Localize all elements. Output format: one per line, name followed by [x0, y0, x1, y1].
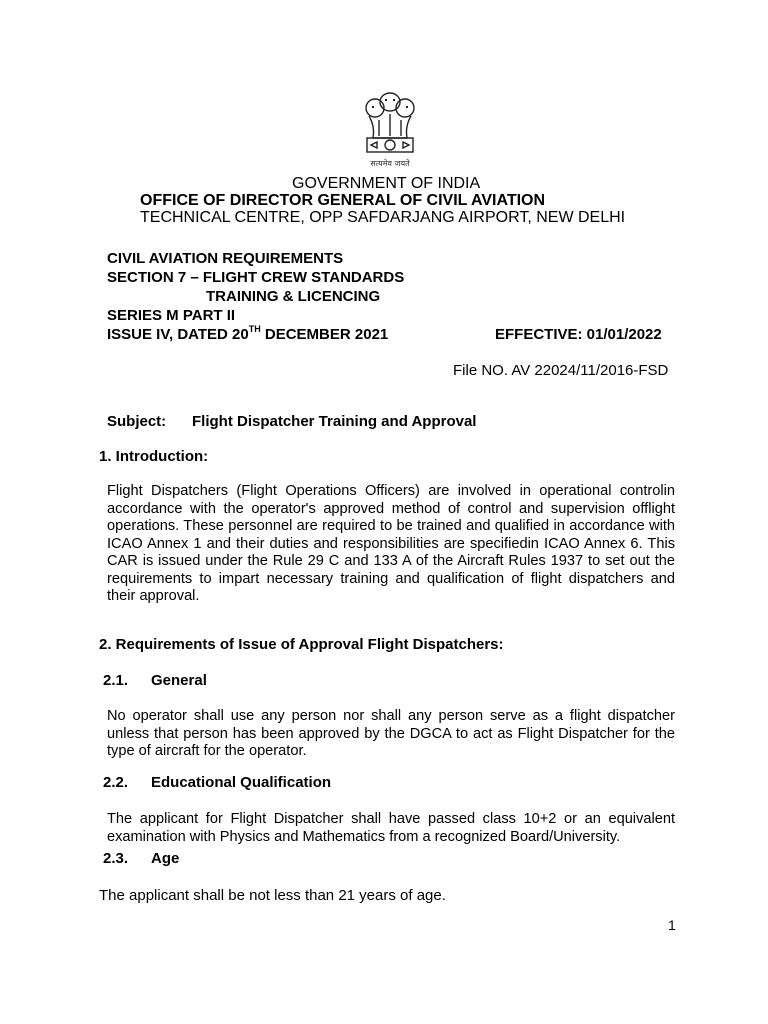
- car-section: SECTION 7 – FLIGHT CREW STANDARDS: [107, 269, 405, 286]
- section-2-1-number: 2.1.: [103, 672, 129, 689]
- section-2-2-body: The applicant for Flight Dispatcher shall have passed class 10+2 or an equivalent examination with Physics and Mathematics from a recognized Board/University.: [107, 811, 675, 845]
- section-2-2-number: 2.2.: [103, 774, 129, 791]
- emblem-motto: सत्यमेव जयते: [370, 159, 410, 168]
- office-address: TECHNICAL CENTRE, OPP SAFDARJANG AIRPORT, NEW DELHI: [140, 209, 626, 226]
- section-2-2-title: Educational Qualification: [151, 774, 332, 791]
- section-2-1-title: General: [151, 672, 207, 689]
- section-2-1-body: No operator shall use any person nor shall any person serve as a flight dispatcher unless that person has been approved by the DGCA to act as Flight Dispatcher for the type of aircraft for the operator.: [107, 708, 675, 759]
- subject-text: Flight Dispatcher Training and Approval: [192, 413, 477, 430]
- section-2-heading: 2. Requirements of Issue of Approval Flight Dispatchers:: [99, 636, 504, 653]
- section-2-3-number: 2.3.: [103, 850, 129, 867]
- government-title: GOVERNMENT OF INDIA: [292, 175, 481, 192]
- file-number: File NO. AV 22024/11/2016-FSD: [453, 362, 669, 379]
- national-emblem-icon: [355, 86, 425, 178]
- car-series: SERIES M PART II: [107, 307, 236, 324]
- section-2-3-body: The applicant shall be not less than 21 years of age.: [99, 887, 446, 904]
- car-subsection: TRAINING & LICENCING: [206, 288, 381, 305]
- car-title: CIVIL AVIATION REQUIREMENTS: [107, 250, 344, 267]
- office-title: OFFICE OF DIRECTOR GENERAL OF CIVIL AVIATION: [140, 192, 546, 209]
- section-1-body: Flight Dispatchers (Flight Operations Officers) are involved in operational controlin accordance with the operator's approved method of control and supervision offlight operations. These personnel are required to be trained and qualified in accordance with ICAO Annex 1 and their duties and responsibilities are specifiedin ICAO Annex 6. This CAR is issued under the Rule 29 C and 133 A of the Aircraft Rules 1937 to set out the requirements to impart necessary training and qualification of flight dispatchers and their approval.: [107, 483, 675, 604]
- page-number: 1: [668, 917, 676, 933]
- section-1-heading: 1. Introduction:: [99, 448, 209, 465]
- subject-label: Subject:: [107, 413, 167, 430]
- car-effective-date: EFFECTIVE: 01/01/2022: [495, 326, 662, 343]
- section-2-3-title: Age: [151, 850, 180, 867]
- car-issue: ISSUE IV, DATED 20TH DECEMBER 2021: [107, 324, 389, 343]
